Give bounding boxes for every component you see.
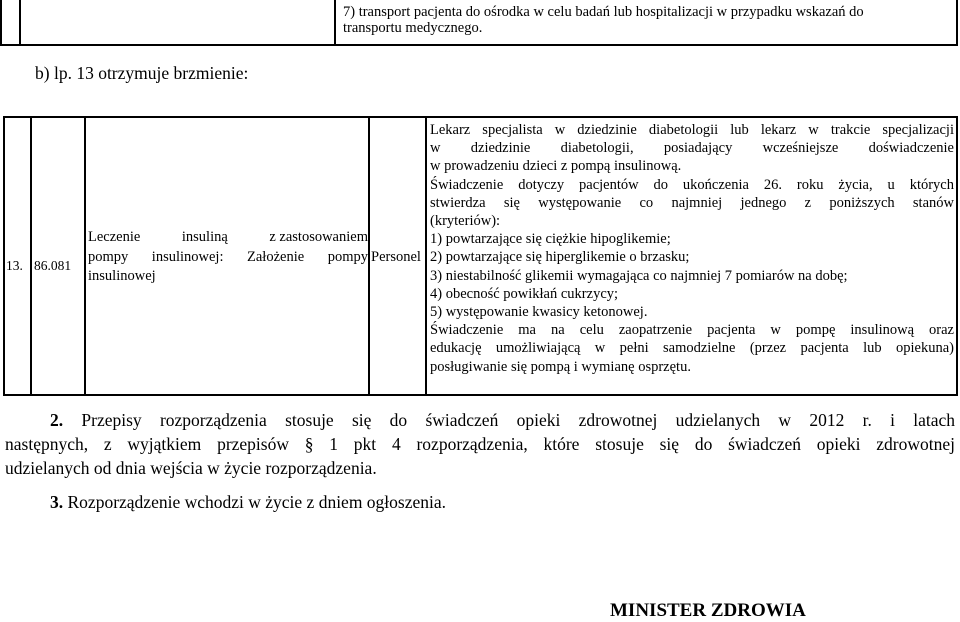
- name-word: pompy: [88, 249, 129, 265]
- section-3-text: Rozporządzenie wchodzi w życie z dniem ogłoszenia.: [67, 492, 447, 512]
- section-2-line1: [5, 408, 955, 432]
- name-word: insulinowej:: [151, 249, 224, 265]
- desc-line: w prowadzeniu dzieci z pompą insulinową.: [430, 158, 682, 175]
- procedure-name-cell: [85, 117, 369, 395]
- name-word: insuliną: [181, 229, 228, 245]
- name-word: pompy: [327, 249, 368, 265]
- desc-line: w dziedzinie diabetologii, posiadający wcześniejsze doświadczenie: [430, 140, 954, 157]
- table-row: [4, 117, 957, 395]
- lp-cell: [4, 117, 31, 395]
- name-word: z zastosowaniem: [269, 229, 368, 245]
- amendment-intro: b) lp. 13 otrzymuje brzmienie:: [35, 63, 249, 83]
- table-cell-empty: [1, 0, 20, 45]
- staff-cell: [369, 117, 426, 395]
- procedure-name-line2: [88, 249, 368, 266]
- desc-line: 2) powtarzające się hiperglikemie o brzasku;: [430, 249, 690, 266]
- section-3: [50, 490, 446, 514]
- desc-line: stwierdza się występowanie co najmniej jednego z poniższych stanów: [430, 194, 954, 211]
- desc-line: (kryteriów):: [430, 213, 501, 230]
- benefit-table: [3, 116, 958, 396]
- procedure-code: 86.081: [34, 258, 72, 273]
- point-7-text: 7) transport pacjenta do ośrodka w celu badań lub hospitalizacji w przypadku wskazań do: [343, 4, 864, 20]
- desc-line: Świadczenie ma na celu zaopatrzenie pacjenta w pompę insulinową oraz: [430, 322, 954, 339]
- point-7-cell: [335, 0, 957, 45]
- description-cell: [426, 117, 957, 395]
- desc-line: Świadczenie dotyczy pacjentów do ukończenia 26. roku życia, u których: [430, 176, 954, 193]
- name-word: Założenie: [247, 249, 305, 265]
- previous-table-fragment: [0, 0, 958, 46]
- desc-line: posługiwanie się pompą i wymianę osprzętu.: [430, 358, 691, 375]
- section-2-line3: udzielanych od dnia wejścia w życie rozporządzenia.: [5, 458, 377, 478]
- desc-line: edukację umożliwiającą w pełni samodzielne (przez pacjenta lub opiekuna): [430, 340, 954, 357]
- code-cell: [31, 117, 85, 395]
- procedure-name-line1: [88, 229, 368, 246]
- procedure-name-line3: insulinowej: [88, 268, 156, 284]
- section-3-marker: 3.: [50, 492, 64, 512]
- section-2: [5, 408, 955, 480]
- desc-line: 4) obecność powikłań cukrzycy;: [430, 285, 619, 302]
- signature-minister: MINISTER ZDROWIA: [610, 600, 806, 621]
- name-word: Leczenie: [88, 229, 141, 245]
- table-cell-empty: [20, 0, 335, 45]
- section-2-marker: 2.: [50, 410, 64, 430]
- lp-number: 13.: [6, 258, 23, 273]
- desc-line: 3) niestabilność glikemii wymagająca co najmniej 7 pomiarów na dobę;: [430, 267, 848, 284]
- desc-line: 1) powtarzające się ciężkie hipoglikemie;: [430, 231, 671, 248]
- desc-line: 5) występowanie kwasicy ketonowej.: [430, 304, 648, 321]
- staff-label: Personel: [371, 249, 421, 265]
- desc-line: Lekarz specjalista w dziedzinie diabetologii lub lekarz w trakcie specjalizacji: [430, 122, 954, 138]
- section-2-text: Przepisy rozporządzenia stosuje się do świadczeń opieki zdrowotnej udzielanych w 2012 r. i latach: [81, 410, 956, 430]
- section-2-line2: następnych, z wyjątkiem przepisów § 1 pkt 4 rozporządzenia, które stosuje się do świadczeń opieki zdrowotnej: [5, 434, 955, 454]
- point-7-text-cont: transportu medycznego.: [343, 20, 483, 36]
